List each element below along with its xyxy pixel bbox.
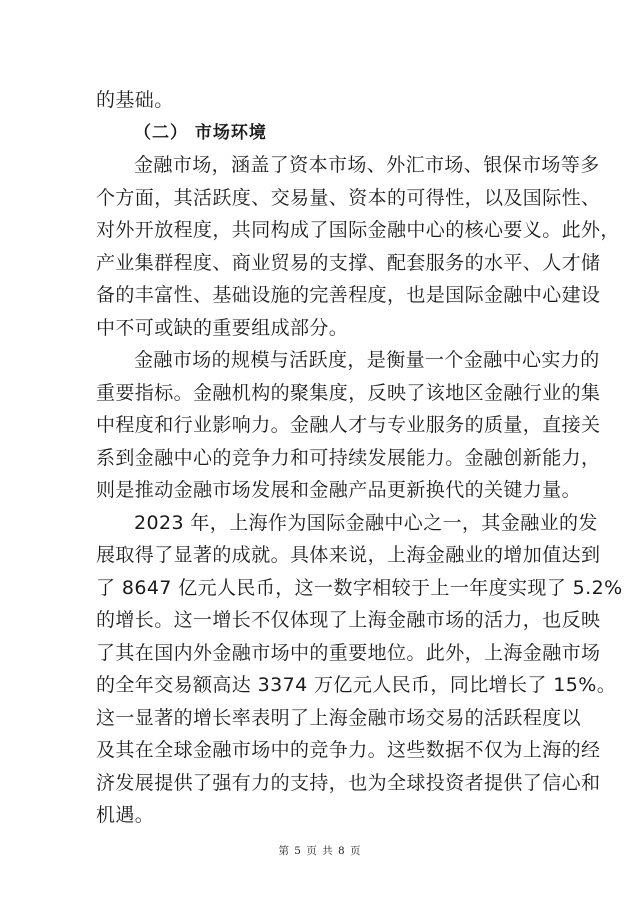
text-line: 重要指标。金融机构的聚集度，反映了该地区金融行业的集	[96, 381, 601, 404]
text-line: 系到金融中心的竞争力和可持续发展能力。金融创新能力，	[96, 446, 601, 469]
text-line: 则是推动金融市场发展和金融产品更新换代的关键力量。	[96, 479, 582, 501]
text-line: 中不可或缺的重要组成部分。	[96, 316, 349, 339]
text-line: 及其在全球金融市场中的竞争力。这些数据不仅为上海的经	[96, 739, 601, 761]
section-heading: （二） 市场环境	[134, 122, 267, 143]
text-line: 机遇。	[96, 804, 155, 826]
text-line: 的基础。	[96, 89, 174, 111]
text-line: 个方面，其活跃度、交易量、资本的可得性，以及国际性、	[96, 186, 601, 209]
text-line: 中程度和行业影响力。金融人才与专业服务的质量，直接关	[96, 414, 601, 436]
body-text	[96, 84, 623, 832]
text-line: 金融市场的规模与活跃度，是衡量一个金融中心实力的	[134, 349, 600, 371]
text-line: 的增长。这一增长不仅体现了上海金融市场的活力，也反映	[96, 609, 601, 631]
text-line: 济发展提供了强有力的支持，也为全球投资者提供了信心和	[96, 771, 601, 794]
text-line: 产业集群程度、商业贸易的支撑、配套服务的水平、人才储	[96, 251, 601, 274]
text-line: 对外开放程度，共同构成了国际金融中心的核心要义。此外，	[96, 219, 620, 241]
text-line: 了其在国内外金融市场中的重要地位。此外，上海金融市场	[96, 641, 601, 664]
text-line: 备的丰富性、基础设施的完善程度，也是国际金融中心建设	[96, 284, 601, 306]
text-line: 这一显著的增长率表明了上海金融市场交易的活跃程度以	[96, 706, 582, 729]
page-footer: 第 5 页 共 8 页	[278, 845, 362, 857]
text-line: 的全年交易额高达 3374 万亿元人民币，同比增长了 15%。	[96, 674, 617, 696]
text-line: 展取得了显著的成就。具体来说，上海金融业的增加值达到	[96, 544, 601, 566]
text-line: 金融市场，涵盖了资本市场、外汇市场、银保市场等多	[134, 154, 600, 176]
text-line: 2023 年，上海作为国际金融中心之一，其金融业的发	[134, 511, 598, 534]
text-line: 了 8647 亿元人民币，这一数字相较于上一年度实现了 5.2%	[96, 576, 623, 599]
